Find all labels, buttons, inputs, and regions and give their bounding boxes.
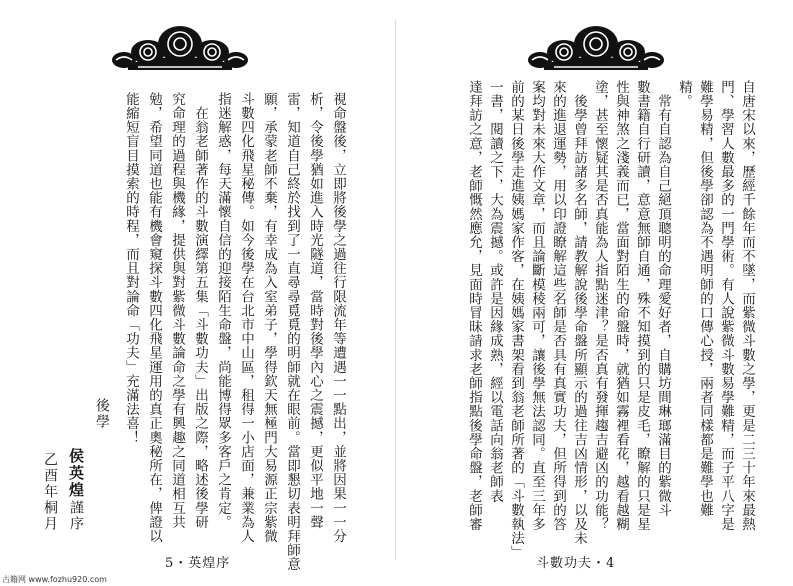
signature-suffix: 謹序 — [68, 500, 84, 532]
text-column: 前的某日後學走進姨媽家作客，在姨媽家書架看到翁老師所著的「斗數執法」 — [508, 80, 524, 560]
text-column: 難學易精，但後學卻認為不遇明師的口傳心授，兩者同樣都是難學也難 — [697, 80, 713, 518]
signature-prefix: 後學 — [94, 398, 110, 430]
text-column: 析，令後學猶如進入時光隧道，當時對後學內心之震撼，更似平地一聲 — [307, 92, 323, 530]
page-folio: 斗數功夫・4 — [536, 556, 616, 571]
text-column: 斗數四化飛星秘傳。如今後學在台北市中山區，租得一小店面，兼業為人 — [238, 92, 254, 544]
text-column: 塗，甚至懷疑其是否真能為人指點迷津？是否真有發揮趨吉避凶的功能？ — [592, 80, 608, 532]
signature-date: 乙酉年桐月 — [42, 452, 58, 532]
text-column: 來的進退運勢，用以印證瞭解這些名師是否具有真實功夫，但所得到的答 — [550, 80, 566, 532]
text-column: 在翁老師著作的斗數演繹第五集「斗數功夫」出版之際，略述後學研 — [192, 92, 208, 530]
text-column: 願，承蒙老師不棄，有幸成為入室弟子，學得欽天無極門大易源正宗紫微 — [261, 92, 277, 544]
floral-ornament-icon — [526, 20, 666, 76]
text-column: 精。 — [676, 80, 692, 109]
left-page — [0, 0, 396, 586]
right-page — [396, 0, 793, 586]
text-column: 究命理的過程與機緣，提供與對紫微斗數論命之學有興趣之同道相互共 — [169, 92, 185, 530]
text-column: 指迷解惑，每天滿懷自信的迎接陌生命盤，尚能博得眾多客戶之肯定。 — [215, 92, 231, 530]
text-column: 常有自認為自己絕頂聰明的命理愛好者，自購坊間琳瑯滿目的紫微斗 — [655, 80, 671, 518]
watermark-url: 古籍网 www.fozhu920.com — [2, 575, 107, 584]
text-column: 一書，閱讀之下，大為震撼。或許是因緣成熟，經以電話向翁老師表 — [487, 80, 503, 503]
floral-ornament-icon — [110, 20, 250, 76]
text-column: 後學曾拜訪諸多名師，請教解說後學命盤所顯示的過往吉凶情形，以及未 — [571, 80, 587, 546]
text-column: 自唐宋以來，歷經千餘年而不墜，而紫微斗數之學，更是二三十年來最熱 — [739, 80, 755, 532]
text-column: 達拜訪之意，老師慨然應允，見面時冒昧請求老師指點後學命盤，老師審 — [466, 80, 482, 532]
text-column: 數書籍自行研讀，意意無師自通，殊不知摸到的只是皮毛，瞭解的只是星 — [634, 80, 650, 532]
text-column: 門、學習人數最多的一門學術。有人說紫微斗數易學難精，而子平八字是 — [718, 80, 734, 532]
author-name: 侯英煌 — [67, 448, 85, 499]
text-column: 性與神煞之淺義而已，當面對陌生的命盤時，就猶如霧裡看花，越看越糊 — [613, 80, 629, 532]
page-folio: 5・英煌序 — [165, 556, 231, 571]
text-column: 案均對未來大作文章，而且論斷模稜兩可，讓後學無法認同。直至三年多 — [529, 80, 545, 532]
text-column: 勉，希望同道也能有機會窺探斗數四化飛星運用的真正奧秘所在，俾證以 — [146, 92, 162, 544]
text-column: 雷，知道自己終於找到了一直尋尋覓覓的明師就在眼前。當即懇切表明拜師意 — [284, 92, 300, 572]
text-column: 視命盤後，立即將後學之過往行限流年等遭遇一一點出，並將因果一一分 — [330, 92, 346, 544]
text-column: 能縮短盲目摸索的時程，而且對論命「功夫」充滿法喜！ — [123, 92, 139, 445]
